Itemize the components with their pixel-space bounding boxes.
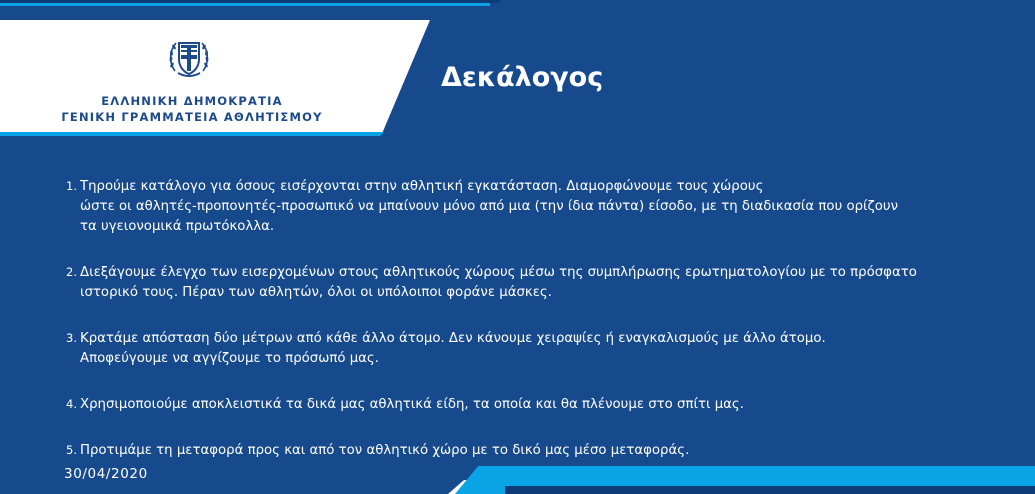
date-label: 30/04/2020 — [64, 466, 148, 482]
slide-title: Δεκάλογος — [441, 62, 604, 93]
list-item-text: Τηρούμε κατάλογο για όσους εισέρχονται στην αθλητική εγκατάσταση. Διαμορφώνουμε τους χώρους — [79, 179, 764, 194]
list-item — [66, 328, 1006, 369]
list-item-first-line — [66, 262, 1006, 283]
list-item-continuation-line: Αποφεύγουμε να αγγίζουμε το πρόσωπό μας. — [80, 351, 379, 366]
list-item-first-line — [66, 394, 1006, 415]
list-item-number: 3. — [66, 331, 77, 345]
list-item-number: 5. — [66, 443, 77, 457]
org-name-line-1: ΕΛΛΗΝΙΚΗ ΔΗΜΟΚΡΑΤΙΑ — [101, 94, 283, 108]
list-item — [66, 176, 1006, 237]
org-name-line-2: ΓΕΝΙΚΗ ΓΡΑΜΜΑΤΕΙΑ ΑΘΛΗΤΙΣΜΟΥ — [61, 110, 323, 124]
list-item-first-line — [66, 328, 1006, 349]
top-dark-stripe — [0, 0, 500, 3]
list-item — [66, 262, 1006, 303]
header-underline — [0, 132, 384, 136]
list-item-text: Χρησιμοποιούμε αποκλειστικά τα δικά μας αθλητικά είδη, τα οποία και θα πλένουμε στο σπίτι μας. — [79, 397, 744, 412]
list-item-continuation-line: ιστορικό τους. Πέραν των αθλητών, όλοι οι υπόλοιποι φοράνε μάσκες. — [80, 285, 552, 300]
list-item-text: Προτιμάμε τη μεταφορά προς και από τον αθλητικό χώρο με το δικό μας μέσο μεταφοράς. — [79, 443, 690, 458]
list-item — [66, 440, 1006, 461]
list-item-number: 4. — [66, 397, 77, 411]
list-item-first-line — [66, 176, 1006, 197]
list-item-continuation-line: ώστε οι αθλητές-προπονητές-προσωπικό να μπαίνουν μόνο από μια (την ίδια πάντα) είσοδο, με τη διαδικασία που ορίζουν — [80, 199, 899, 214]
rules-list — [66, 176, 1006, 486]
list-item-continuation-line: τα υγειονομικά πρωτόκολλα. — [80, 219, 275, 234]
list-item-number: 2. — [66, 265, 77, 279]
bottom-dark-stripe — [505, 486, 1035, 494]
list-item-first-line — [66, 440, 1006, 461]
greek-coat-of-arms-icon — [166, 35, 212, 81]
list-item-text: Κρατάμε απόσταση δύο μέτρων από κάθε άλλο άτομο. Δεν κάνουμε χειραψίες ή εναγκαλισμούς με άλλο άτομο. — [79, 331, 826, 346]
list-item — [66, 394, 1006, 415]
list-item-text: Διεξάγουμε έλεγχο των εισερχομένων στους αθλητικούς χώρους μέσω της συμπλήρωσης ερωτηματολογίου με το πρόσφατο — [79, 265, 917, 280]
list-item-number: 1. — [66, 179, 77, 193]
